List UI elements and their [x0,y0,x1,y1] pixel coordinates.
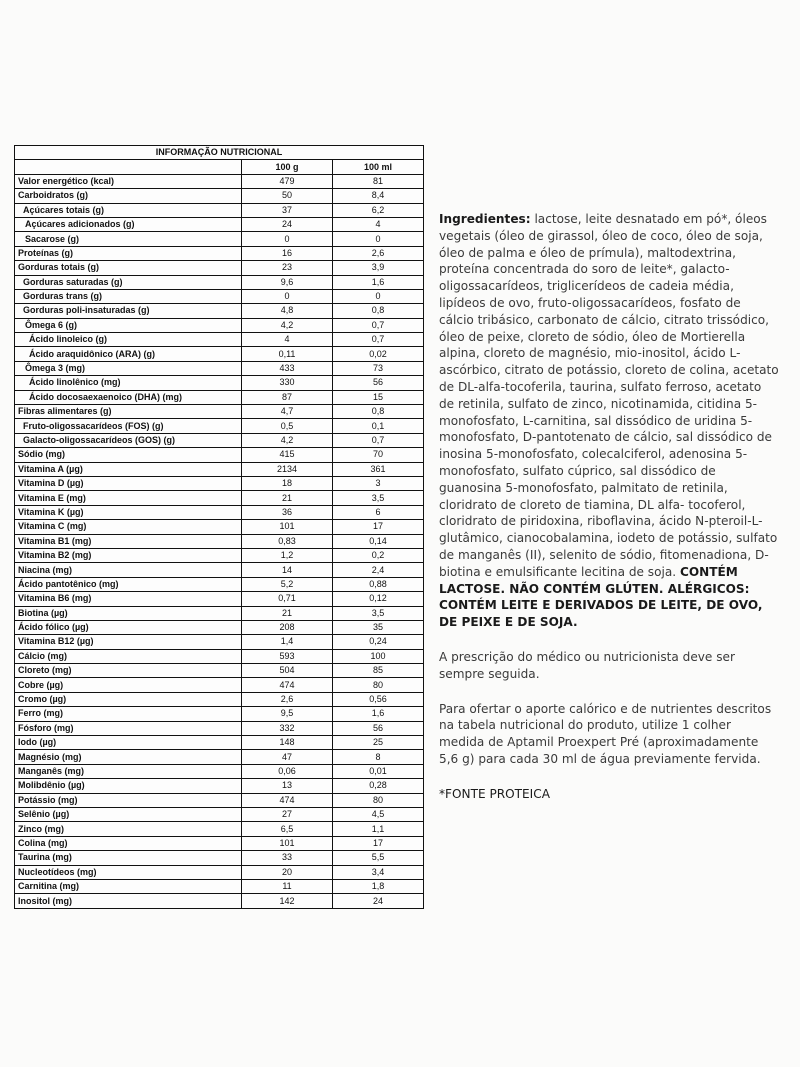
nutrient-label: Niacina (mg) [15,563,242,577]
table-row [15,620,424,634]
value-per-100ml: 8,4 [333,189,424,203]
header-per-100ml: 100 ml [333,160,424,174]
nutrient-label: Iodo (µg) [15,736,242,750]
nutrient-label: Inositol (mg) [15,894,242,908]
table-row [15,476,424,490]
nutrient-label: Ômega 6 (g) [15,318,242,332]
value-per-100ml: 56 [333,376,424,390]
table-row [15,779,424,793]
table-row [15,635,424,649]
value-per-100g: 593 [242,649,333,663]
value-per-100g: 36 [242,505,333,519]
value-per-100ml: 1,1 [333,822,424,836]
value-per-100g: 50 [242,189,333,203]
value-per-100ml: 4,5 [333,807,424,821]
table-row [15,318,424,332]
value-per-100g: 0,83 [242,534,333,548]
nutrient-label: Cobre (µg) [15,678,242,692]
value-per-100ml: 5,5 [333,851,424,865]
value-per-100ml: 81 [333,174,424,188]
nutrient-label: Taurina (mg) [15,851,242,865]
nutrient-label: Cálcio (mg) [15,649,242,663]
table-row [15,822,424,836]
table-row [15,649,424,663]
value-per-100ml: 0,28 [333,779,424,793]
value-per-100ml: 80 [333,678,424,692]
value-per-100g: 433 [242,361,333,375]
value-per-100ml: 8 [333,750,424,764]
value-per-100g: 474 [242,793,333,807]
value-per-100g: 1,4 [242,635,333,649]
value-per-100ml: 0 [333,289,424,303]
table-row [15,678,424,692]
nutrient-label: Gorduras totais (g) [15,261,242,275]
value-per-100g: 330 [242,376,333,390]
table-row [15,851,424,865]
value-per-100ml: 0,8 [333,405,424,419]
table-row [15,376,424,390]
nutrient-label: Vitamina K (µg) [15,505,242,519]
value-per-100ml: 0,01 [333,764,424,778]
table-row [15,865,424,879]
nutrient-label: Vitamina B6 (mg) [15,592,242,606]
value-per-100ml: 3,5 [333,491,424,505]
nutrient-label: Cromo (µg) [15,692,242,706]
nutrient-label: Sacarose (g) [15,232,242,246]
value-per-100ml: 1,6 [333,707,424,721]
value-per-100g: 0,11 [242,347,333,361]
value-per-100ml: 6 [333,505,424,519]
table-row [15,304,424,318]
value-per-100ml: 0,24 [333,635,424,649]
value-per-100g: 27 [242,807,333,821]
product-info-text [439,211,779,803]
value-per-100ml: 100 [333,649,424,663]
table-header-row [15,160,424,174]
nutrient-label: Valor energético (kcal) [15,174,242,188]
table-row [15,333,424,347]
table-row [15,347,424,361]
value-per-100g: 101 [242,836,333,850]
value-per-100ml: 3,5 [333,606,424,620]
value-per-100ml: 17 [333,520,424,534]
value-per-100ml: 0,02 [333,347,424,361]
value-per-100ml: 24 [333,894,424,908]
nutrient-label: Vitamina C (mg) [15,520,242,534]
value-per-100g: 0,06 [242,764,333,778]
nutrient-label: Selênio (µg) [15,807,242,821]
value-per-100ml: 17 [333,836,424,850]
value-per-100g: 47 [242,750,333,764]
table-title-row [15,146,424,160]
allergen-warning: CONTÉM LACTOSE. NÃO CONTÉM GLÚTEN. ALÉRGICOS: CONTÉM LEITE E DERIVADOS DE LEITE, DE OVO, DE PEIXE E DE SOJA. [439,564,763,630]
nutrient-label: Biotina (µg) [15,606,242,620]
ingredients-paragraph [439,211,779,631]
value-per-100g: 0 [242,289,333,303]
value-per-100ml: 0,12 [333,592,424,606]
table-row [15,606,424,620]
value-per-100g: 9,5 [242,707,333,721]
header-per-100g: 100 g [242,160,333,174]
table-row [15,419,424,433]
table-row [15,462,424,476]
value-per-100ml: 15 [333,390,424,404]
table-row [15,534,424,548]
table-row [15,390,424,404]
value-per-100ml: 0,7 [333,318,424,332]
value-per-100g: 4,8 [242,304,333,318]
table-row [15,793,424,807]
value-per-100ml: 0,2 [333,548,424,562]
table-row [15,232,424,246]
value-per-100ml: 0,8 [333,304,424,318]
nutrient-label: Vitamina B12 (µg) [15,635,242,649]
table-row [15,548,424,562]
value-per-100g: 1,2 [242,548,333,562]
value-per-100g: 18 [242,476,333,490]
nutrition-table [14,145,424,909]
table-row [15,563,424,577]
value-per-100ml: 6,2 [333,203,424,217]
nutrient-label: Ácido pantotênico (mg) [15,577,242,591]
nutrient-label: Gorduras trans (g) [15,289,242,303]
nutrient-label: Vitamina B1 (mg) [15,534,242,548]
value-per-100ml: 0,1 [333,419,424,433]
table-row [15,275,424,289]
nutrient-label: Zinco (mg) [15,822,242,836]
value-per-100g: 101 [242,520,333,534]
preparation-instructions: Para ofertar o aporte calórico e de nutrientes descritos na tabela nutricional do produto, utilize 1 colher medida de Aptamil Proexpert Pré (aproximadamente 5,6 g) para cada 30 ml de água previamente fervida. [439,701,772,766]
value-per-100g: 5,2 [242,577,333,591]
table-row [15,405,424,419]
nutrient-label: Gorduras saturadas (g) [15,275,242,289]
value-per-100ml: 25 [333,736,424,750]
table-row [15,750,424,764]
table-row [15,807,424,821]
nutrient-label: Fibras alimentares (g) [15,405,242,419]
value-per-100g: 0 [242,232,333,246]
table-row [15,505,424,519]
value-per-100ml: 0,14 [333,534,424,548]
value-per-100g: 37 [242,203,333,217]
nutrient-label: Cloreto (mg) [15,664,242,678]
table-row [15,361,424,375]
value-per-100ml: 35 [333,620,424,634]
value-per-100g: 208 [242,620,333,634]
value-per-100g: 415 [242,448,333,462]
value-per-100g: 4 [242,333,333,347]
value-per-100ml: 3 [333,476,424,490]
value-per-100g: 4,2 [242,433,333,447]
value-per-100ml: 70 [333,448,424,462]
protein-source-footnote: *FONTE PROTEICA [439,786,550,801]
table-row [15,764,424,778]
nutrition-table-body [15,174,424,908]
table-row [15,879,424,893]
nutrient-label: Ferro (mg) [15,707,242,721]
nutrient-label: Vitamina B2 (mg) [15,548,242,562]
nutrient-label: Galacto-oligossacarídeos (GOS) (g) [15,433,242,447]
table-row [15,894,424,908]
value-per-100ml: 1,6 [333,275,424,289]
value-per-100ml: 80 [333,793,424,807]
value-per-100ml: 0,7 [333,333,424,347]
nutrient-label: Fósforo (mg) [15,721,242,735]
nutrient-label: Molibdênio (µg) [15,779,242,793]
nutrient-label: Ácido docosaexaenoico (DHA) (mg) [15,390,242,404]
table-row [15,707,424,721]
nutrient-label: Nucleotídeos (mg) [15,865,242,879]
nutrient-label: Carboidratos (g) [15,189,242,203]
value-per-100ml: 0 [333,232,424,246]
table-row [15,721,424,735]
nutrient-label: Magnésio (mg) [15,750,242,764]
nutrient-label: Sódio (mg) [15,448,242,462]
value-per-100ml: 85 [333,664,424,678]
nutrient-label: Fruto-oligossacarídeos (FOS) (g) [15,419,242,433]
nutrient-label: Colina (mg) [15,836,242,850]
value-per-100g: 479 [242,174,333,188]
value-per-100g: 142 [242,894,333,908]
table-row [15,261,424,275]
value-per-100ml: 73 [333,361,424,375]
table-row [15,203,424,217]
nutrient-label: Gorduras poli-insaturadas (g) [15,304,242,318]
value-per-100ml: 0,56 [333,692,424,706]
table-row [15,189,424,203]
value-per-100g: 21 [242,606,333,620]
value-per-100g: 24 [242,217,333,231]
nutrient-label: Proteínas (g) [15,246,242,260]
nutrient-label: Ômega 3 (mg) [15,361,242,375]
value-per-100g: 14 [242,563,333,577]
nutrient-label: Vitamina A (µg) [15,462,242,476]
table-row [15,592,424,606]
value-per-100ml: 4 [333,217,424,231]
value-per-100ml: 2,6 [333,246,424,260]
nutrient-label: Ácido linolênico (mg) [15,376,242,390]
nutrient-label: Açúcares totais (g) [15,203,242,217]
table-row [15,174,424,188]
value-per-100g: 13 [242,779,333,793]
value-per-100g: 504 [242,664,333,678]
value-per-100ml: 0,7 [333,433,424,447]
table-row [15,664,424,678]
value-per-100g: 6,5 [242,822,333,836]
value-per-100ml: 0,88 [333,577,424,591]
value-per-100g: 9,6 [242,275,333,289]
nutrient-label: Carnitina (mg) [15,879,242,893]
nutrient-label: Vitamina D (µg) [15,476,242,490]
value-per-100ml: 361 [333,462,424,476]
value-per-100g: 11 [242,879,333,893]
nutrient-label: Ácido araquidônico (ARA) (g) [15,347,242,361]
value-per-100g: 21 [242,491,333,505]
table-row [15,246,424,260]
table-row [15,491,424,505]
value-per-100g: 0,71 [242,592,333,606]
value-per-100g: 474 [242,678,333,692]
nutrient-label: Potássio (mg) [15,793,242,807]
value-per-100ml: 3,9 [333,261,424,275]
ingredients-text: lactose, leite desnatado em pó*, óleos vegetais (óleo de girassol, óleo de coco, óleo de soja, óleo de palma e óleo de prímula), maltodextrina, proteína concentrada do soro de leite*, galacto-oligossacarídeos, triglicerídeos de cadeia média, lipídeos de ovo, fruto-oligossacarídeos, fosfato de cálcio tribásico, carbonato de cálcio, citrato trissódico, óleo de peixe, cloreto de sódio, óleo de Mortierella alpina, cloreto de magnésio, mio-inositol, ácido L-ascórbico, citrato de potássio, cloreto de colina, acetato de DL-alfa-tocoferila, taurina, sulfato ferroso, acetato de retinila, sulfato de zinco, nicotinamida, citidina 5-monofosfato, L-carnitina, sal dissódico de uridina 5-monofosfato, D-pantotenato de cálcio, sal dissódico de inosina 5-monofosfato, colecalciferol, adenosina 5-monofosfato, sulfato cúprico, sal dissódico de guanosina 5-monofosfato, palmitato de retinila, cloridrato de cloreto de tiamina, DL alfa- tocoferol, cloridrato de piridoxina, riboflavina, ácido N-pteroil-L-glutâmico, cianocobalamina, iodeto de potássio, sulfato de manganês (II), selenito de sódio, fitomenadiona, D-biotina e emulsificante lecitina de soja. [439,212,779,579]
value-per-100g: 2,6 [242,692,333,706]
table-row [15,433,424,447]
value-per-100g: 4,7 [242,405,333,419]
value-per-100g: 332 [242,721,333,735]
value-per-100g: 148 [242,736,333,750]
table-row [15,448,424,462]
value-per-100ml: 2,4 [333,563,424,577]
value-per-100ml: 56 [333,721,424,735]
value-per-100g: 20 [242,865,333,879]
table-row [15,577,424,591]
table-row [15,289,424,303]
nutrient-label: Ácido fólico (µg) [15,620,242,634]
value-per-100g: 4,2 [242,318,333,332]
value-per-100g: 87 [242,390,333,404]
table-row [15,520,424,534]
value-per-100ml: 1,8 [333,879,424,893]
nutrient-label: Ácido linoleico (g) [15,333,242,347]
value-per-100g: 16 [242,246,333,260]
table-row [15,736,424,750]
nutrient-label: Manganês (mg) [15,764,242,778]
nutrient-label: Vitamina E (mg) [15,491,242,505]
table-row [15,692,424,706]
value-per-100g: 0,5 [242,419,333,433]
table-row [15,217,424,231]
value-per-100g: 2134 [242,462,333,476]
nutrient-label: Açúcares adicionados (g) [15,217,242,231]
value-per-100g: 33 [242,851,333,865]
header-nutrient [15,160,242,174]
table-row [15,836,424,850]
prescription-note: A prescrição do médico ou nutricionista deve ser sempre seguida. [439,649,735,681]
ingredients-label: Ingredientes: [439,212,531,226]
value-per-100g: 23 [242,261,333,275]
value-per-100ml: 3,4 [333,865,424,879]
table-title: INFORMAÇÃO NUTRICIONAL [15,146,424,160]
